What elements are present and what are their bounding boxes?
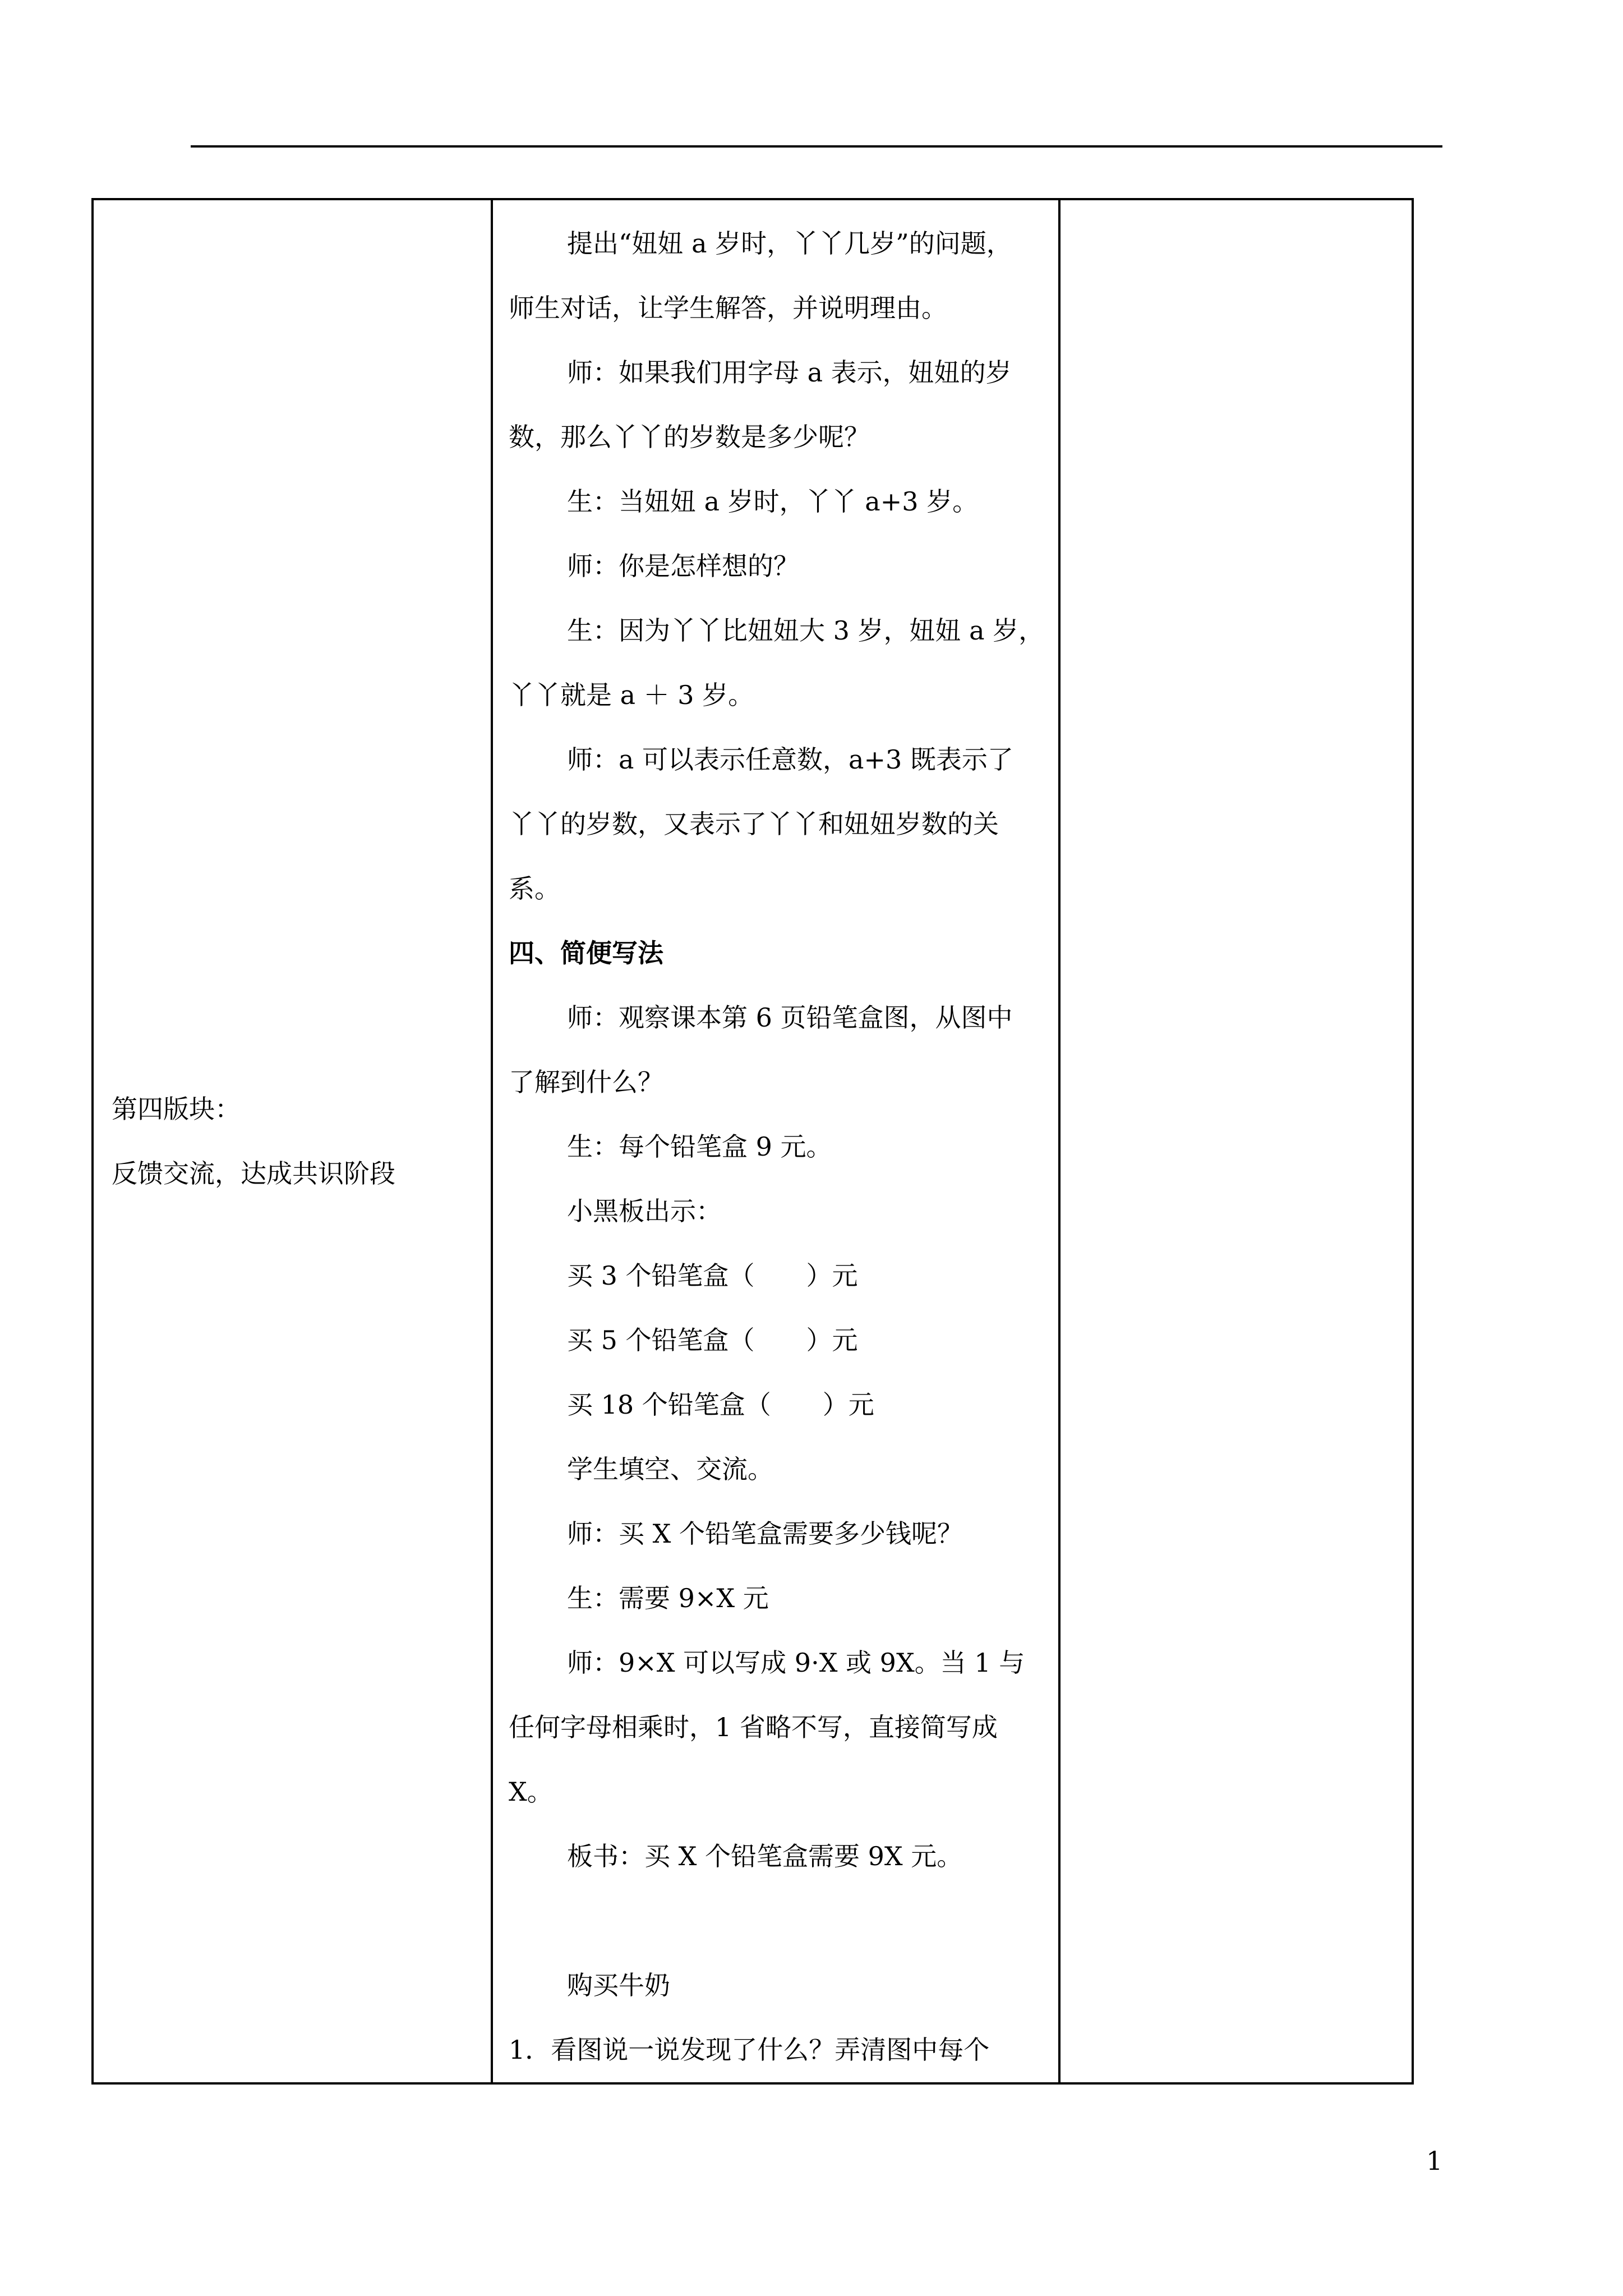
content-line: 师：买 X 个铅笔盒需要多少钱呢？ [567,1519,963,1549]
content-line: 1．看图说一说发现了什么？弄清图中每个 [509,2035,990,2065]
content-line: 小黑板出示： [567,1196,722,1226]
content-line: 任何字母相乘时，1 省略不写，直接简写成 [509,1712,998,1742]
page-number: 1 [1426,2146,1443,2176]
content-line: 板书：买 X 个铅笔盒需要 9X 元。 [567,1841,963,1871]
content-line: 生：每个铅笔盒 9 元。 [567,1131,832,1162]
content-line: 师：你是怎样想的？ [567,551,799,581]
content-line: 师：a 可以表示任意数，a+3 既表示了 [567,744,1013,775]
notes-cell [1059,199,1413,2083]
content-line: 师：如果我们用字母 a 表示，妞妞的岁 [567,357,1012,388]
stage-title: 反馈交流，达成共识阶段 [112,1158,395,1189]
content-line: 数，那么丫丫的岁数是多少呢？ [509,422,870,452]
content-line: 提出“妞妞 a 岁时，丫丫几岁”的问题， [567,228,1012,259]
table-row [93,199,1413,2083]
content-line: 生：需要 9×X 元 [567,1583,769,1613]
content-line: 师：9×X 可以写成 9·X 或 9X。当 1 与 [567,1648,1025,1678]
content-line: 师：观察课本第 6 页铅笔盒图，从图中 [567,1002,1013,1033]
content-line: 买 18 个铅笔盒（ ）元 [567,1389,874,1420]
content-line: 买 3 个铅笔盒（ ）元 [567,1260,858,1291]
content-line: 学生填空、交流。 [567,1454,773,1484]
content-line: 生：当妞妞 a 岁时，丫丫 a+3 岁。 [567,486,979,517]
content-line: 丫丫就是 a ＋ 3 岁。 [509,680,754,710]
header-rule [191,145,1442,148]
content-line: 了解到什么？ [509,1067,663,1097]
blank-line [509,1889,1045,1953]
content-line: 丫丫的岁数，又表示了丫丫和妞妞岁数的关 [509,809,999,839]
content-line: 生：因为丫丫比妞妞大 3 岁，妞妞 a 岁， [567,615,1045,646]
lesson-table [91,198,1414,2085]
content-line: X。 [509,1777,553,1807]
content-line: 购买牛奶 [567,1970,670,2000]
stage-number: 第四版块： [112,1093,241,1124]
content-cell [492,199,1059,2083]
content-line: 师生对话，让学生解答，并说明理由。 [509,293,947,323]
section-heading: 四、简便写法 [509,938,663,968]
content-line: 买 5 个铅笔盒（ ）元 [567,1325,858,1355]
content-line: 系。 [509,873,560,904]
stage-cell [93,199,492,2083]
